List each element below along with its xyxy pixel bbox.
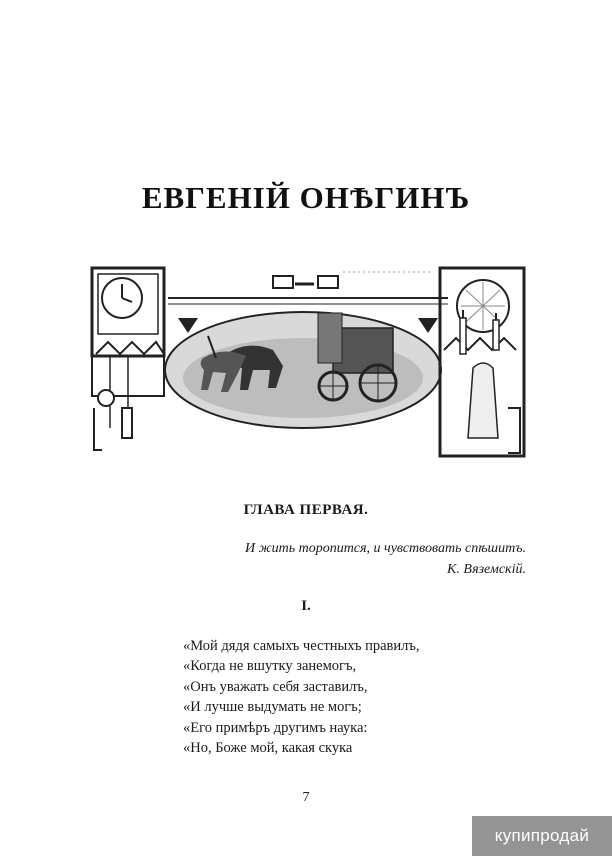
verse-line: «Онъ уважать себя заставилъ, [183, 678, 368, 695]
stanza-number: I. [301, 598, 311, 614]
verse-line: «Когда не вшутку занемогъ, [183, 658, 357, 675]
verse-line: «Его примѣръ другимъ наука: [183, 719, 368, 736]
book-title: ЕВГЕНІЙ ОНѢГИНЪ [141, 180, 471, 215]
chapter-title: ГЛАВА ПЕРВАЯ. [243, 502, 369, 518]
verse-line: «И лучше выдумать не могъ; [183, 699, 362, 716]
clock-icon [92, 268, 164, 450]
site-watermark: купипродай [472, 816, 612, 856]
headpiece-illustration [88, 258, 528, 458]
verse-stanza [183, 636, 420, 758]
page-number: 7 [302, 790, 310, 805]
verse-line: «Но, Боже мой, какая скука [183, 740, 353, 757]
verse-line: «Мой дядя самыхъ честныхъ правилъ, [183, 638, 420, 654]
epigraph-author: К. Вяземскій. [447, 562, 526, 577]
epigraph [245, 538, 526, 580]
epigraph-text: И жить торопится, и чувствовать спѣшитъ. [244, 541, 526, 556]
